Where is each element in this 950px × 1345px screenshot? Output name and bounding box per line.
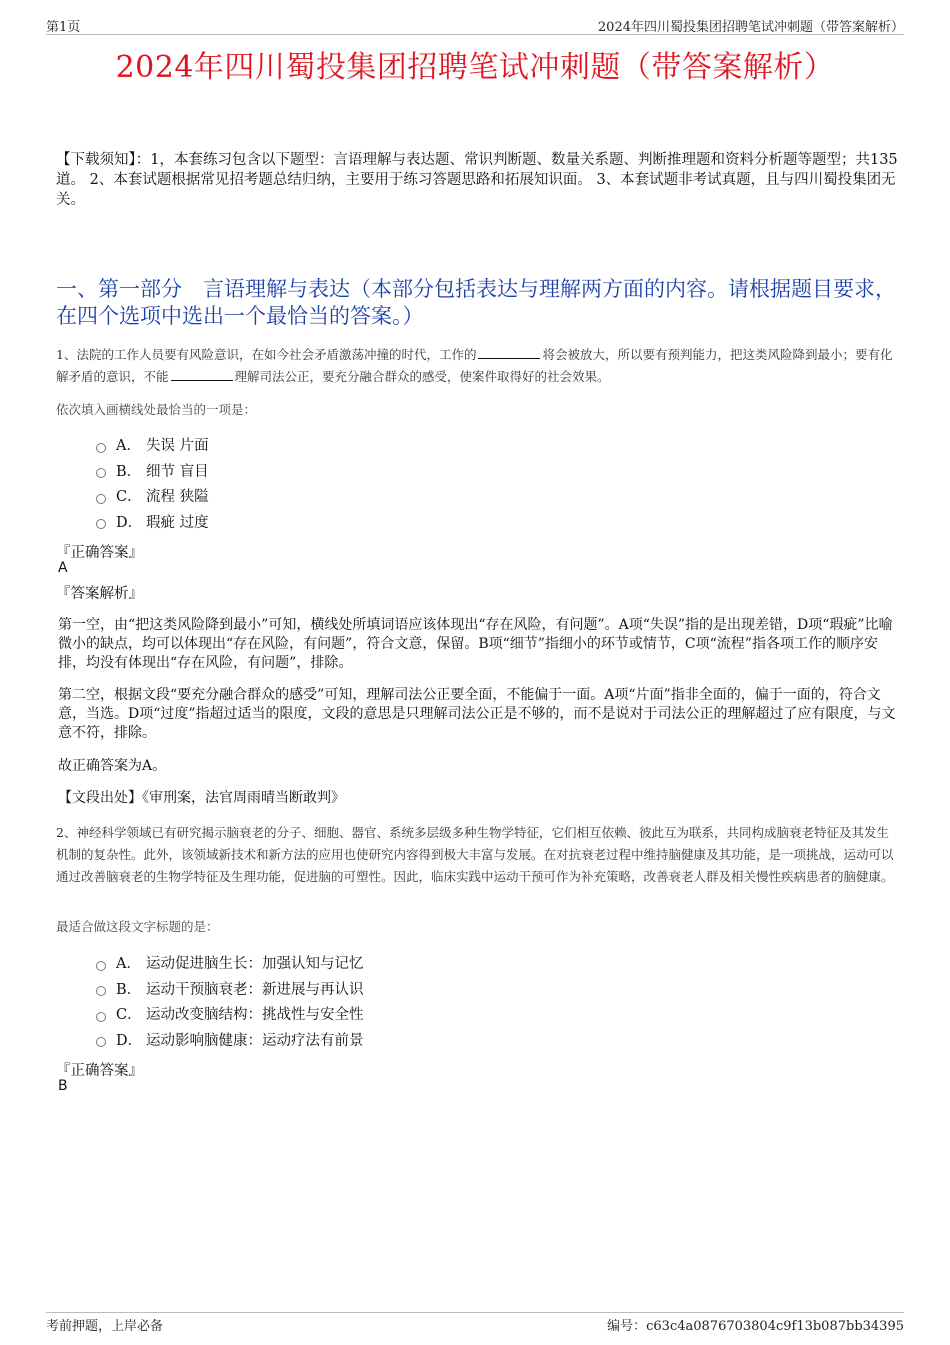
radio-icon[interactable] [96, 443, 106, 453]
option-key: D． [116, 1032, 143, 1049]
option-key: C． [116, 489, 142, 506]
option-c[interactable] [96, 483, 209, 509]
question-1-analysis-label: 『答案解析』 [56, 586, 143, 602]
radio-icon[interactable] [96, 468, 106, 478]
question-1-text-part-c: 理解司法公正，要充分融合群众的感受，使案件取得好的社会效果。 [234, 369, 610, 384]
question-1-text-part-a: 1、法院的工作人员要有风险意识，在如今社会矛盾激荡冲撞的时代，工作的 [56, 347, 477, 362]
radio-icon[interactable] [96, 519, 106, 529]
blank-1 [478, 346, 540, 359]
option-key: A． [116, 956, 141, 973]
option-text: 瑕疵 过度 [146, 514, 209, 531]
question-2-text: 2、神经科学领域已有研究揭示脑衰老的分子、细胞、器官、系统多层级多种生物学特征，它们相互依赖、彼此互为联系，共同构成脑衰老特征及其发生机制的复杂性。此外，该领域新技术和新方法的应用也使研究内容得到极大丰富与发展。在对抗衰老过程中维持脑健康及其功能，是一项挑战，运动可以通过改善脑衰老的生物学特征及生理功能，促进脑的可塑性。因此，临床实践中运动干预可作为补充策略，改善衰老人群及相关慢性疾病患者的脑健康。 [56, 825, 894, 884]
page-footer [46, 1312, 904, 1333]
option-c[interactable] [96, 1001, 364, 1027]
question-2-answer: B [58, 1078, 68, 1094]
page-header [46, 14, 904, 35]
radio-icon[interactable] [96, 986, 106, 996]
analysis-paragraph-1: 第一空，由“把这类风险降到最小”可知，横线处所填词语应该体现出“存在风险，有问题”。A项“失误”指的是出现差错，D项“瑕疵”比喻微小的缺点，均可以体现出“存在风险，有问题”，符合文意，保留。B项“细节”指细小的环节或情节，C项“流程”指各项工作的顺序安排，均没有体现出“存在风险，有问题”，排除。 [58, 617, 893, 671]
option-b[interactable] [96, 458, 209, 484]
option-a[interactable] [96, 950, 364, 976]
option-text: 流程 狭隘 [146, 489, 209, 506]
question-1-text [56, 344, 901, 388]
analysis-source: 【文段出处】《审刑案，法官周雨晴当断敢判》 [58, 790, 345, 806]
analysis-paragraph-2: 第二空，根据文段“要充分融合群众的感受”可知，理解司法公正要全面，不能偏于一面。A项“片面”指非全面的，偏于一面的，符合文意，当选。D项“过度”指超过适当的限度，文段的意思是只理解司法公正是不够的，而不是说对于司法公正的理解超过了应有限度，与文意不符，排除。 [58, 687, 896, 741]
option-key: A． [116, 438, 141, 455]
section-heading: 一、第一部分 言语理解与表达（本部分包括表达与理解两方面的内容。请根据题目要求，在四个选项中选出一个最恰当的答案。） [56, 277, 896, 328]
question-1-answer-label: 『正确答案』 [56, 545, 143, 561]
radio-icon[interactable] [96, 1012, 106, 1022]
question-1-answer: A [58, 560, 68, 576]
question-2-options [96, 950, 364, 1052]
page-number: 第1页 [46, 20, 81, 35]
blank-2 [171, 368, 233, 381]
question-1-text-part-b: 将会被放大，所以要有预判能力，把这类风险降到最小；要有化解矛盾的意识，不能 [56, 347, 893, 384]
option-d[interactable] [96, 509, 209, 535]
option-key: B． [116, 981, 142, 998]
footer-slogan: 考前押题，上岸必备 [46, 1319, 164, 1334]
footer-serial: 编号：c63c4a0876703804c9f13b087bb34395 [607, 1319, 904, 1334]
option-text: 失误 片面 [146, 438, 209, 455]
option-key: B． [116, 463, 142, 480]
option-b[interactable] [96, 976, 364, 1002]
document-title: 2024年四川蜀投集团招聘笔试冲刺题（带答案解析） [115, 50, 835, 85]
header-doc-title: 2024年四川蜀投集团招聘笔试冲刺题（带答案解析） [597, 20, 904, 35]
download-notice: 【下载须知】：1，本套练习包含以下题型：言语理解与表达题、常识判断题、数量关系题、判断推理题和资料分析题等题型；共135道。 2、本套试题根据常见招考题总结归纳，主要用于练习答题思路和拓展知识面。 3、本套试题非考试真题，且与四川蜀投集团无关。 [56, 152, 898, 208]
option-text: 运动促进脑生长：加强认知与记忆 [146, 956, 364, 973]
radio-icon[interactable] [96, 494, 106, 504]
option-text: 细节 盲目 [146, 463, 209, 480]
question-1-options [96, 432, 209, 534]
question-1-prompt: 依次填入画横线处最恰当的一项是： [56, 402, 257, 417]
option-key: C． [116, 1007, 142, 1024]
option-text: 运动改变脑结构：挑战性与安全性 [146, 1007, 364, 1024]
analysis-conclusion: 故正确答案为A。 [58, 758, 167, 774]
option-a[interactable] [96, 432, 209, 458]
question-2-answer-label: 『正确答案』 [56, 1063, 143, 1079]
question-2-prompt: 最适合做这段文字标题的是： [56, 919, 219, 934]
radio-icon[interactable] [96, 1037, 106, 1047]
option-key: D． [116, 514, 143, 531]
radio-icon[interactable] [96, 961, 106, 971]
option-d[interactable] [96, 1027, 364, 1053]
option-text: 运动干预脑衰老：新进展与再认识 [146, 981, 364, 998]
option-text: 运动影响脑健康：运动疗法有前景 [146, 1032, 364, 1049]
